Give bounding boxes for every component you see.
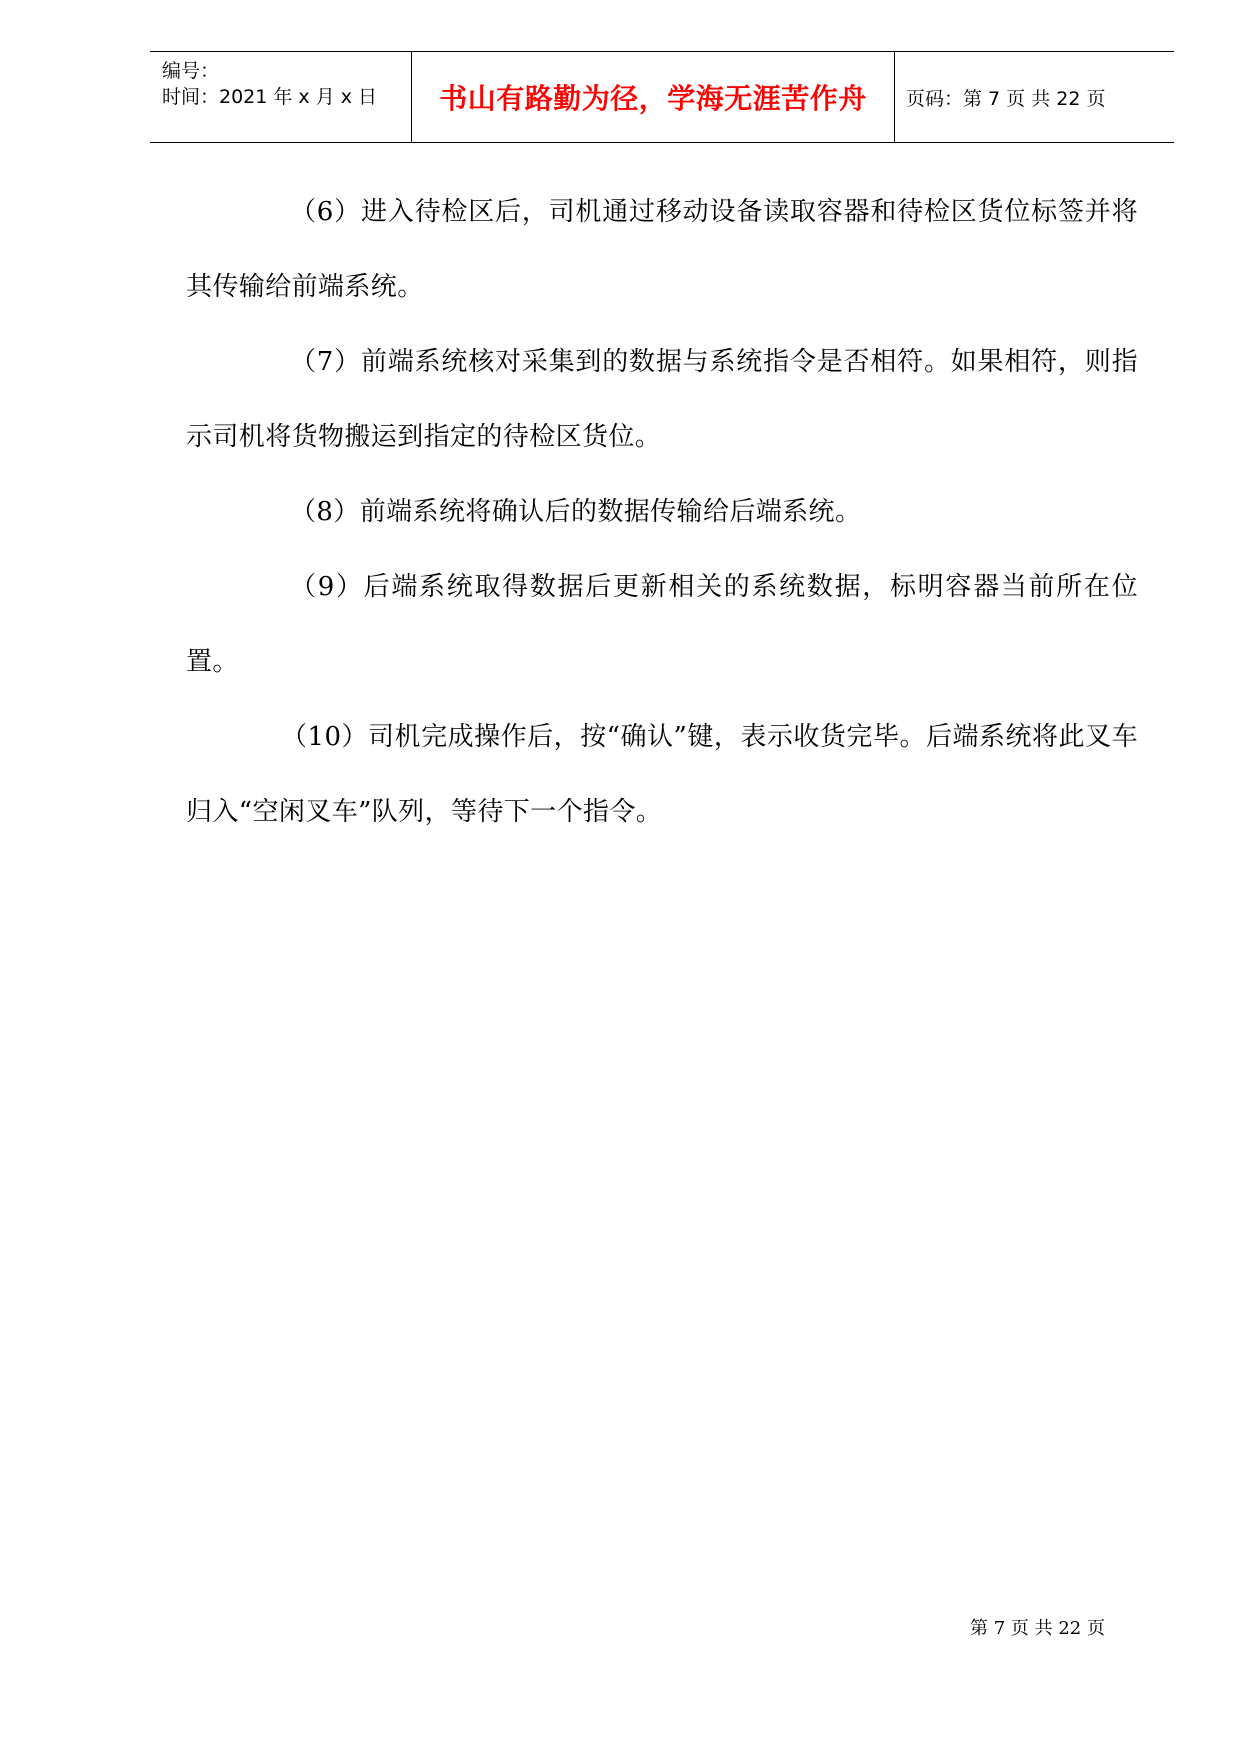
header-meta xyxy=(162,58,377,110)
paragraph-step-7: （7）前端系统核对采集到的数据与系统指令是否相符。如果相符，则指示司机将货物搬运到指定的待检区货位。 xyxy=(186,347,1138,452)
document-date: 时间：2021 年 x 月 x 日 xyxy=(162,86,378,108)
header-motto: 书山有路勤为径，学海无涯苦作舟 xyxy=(439,82,867,115)
page-footer: 第 7 页 共 22 页 xyxy=(970,1618,1105,1639)
header-divider xyxy=(894,51,895,143)
header-page-info: 页码：第 7 页 共 22 页 xyxy=(906,87,1106,110)
paragraph-step-6: （6）进入待检区后，司机通过移动设备读取容器和待检区货位标签并将其传输给前端系统。 xyxy=(186,197,1138,302)
paragraph-step-9: （9）后端系统取得数据后更新相关的系统数据，标明容器当前所在位置。 xyxy=(186,572,1138,677)
paragraph-step-8: （8）前端系统将确认后的数据传输给后端系统。 xyxy=(290,497,862,527)
page-header xyxy=(150,51,1174,143)
document-number-label: 编号： xyxy=(162,60,220,82)
document-body xyxy=(186,175,1138,850)
paragraph-step-10: （10）司机完成操作后，按“确认”键，表示收货完毕。后端系统将此叉车归入“空闲叉车”队列，等待下一个指令。 xyxy=(186,722,1138,827)
